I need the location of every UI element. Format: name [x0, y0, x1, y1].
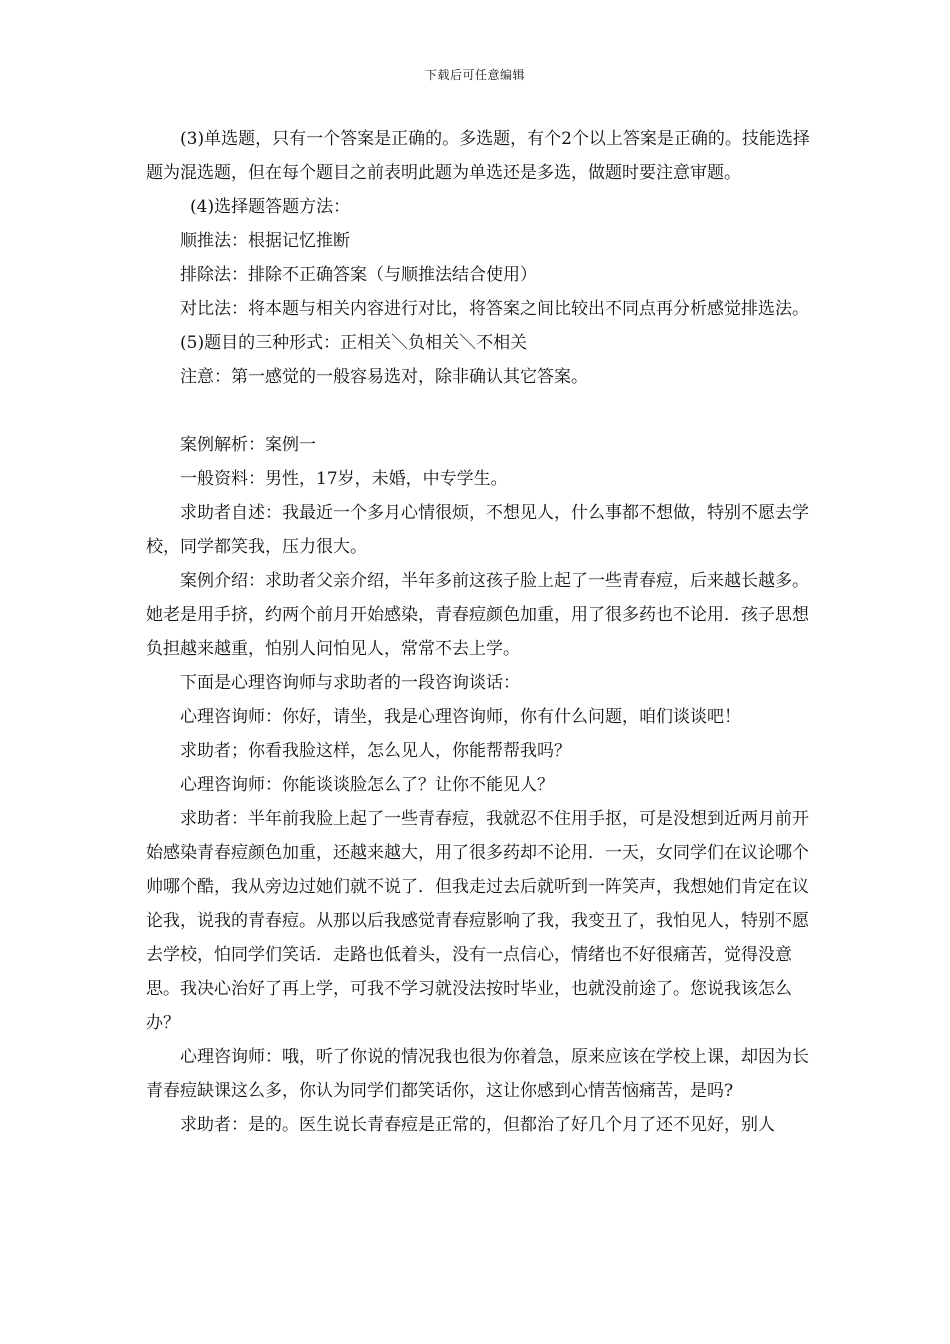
- paragraph-general-info: 一般资料：男性，17岁，未婚，中专学生。: [180, 469, 508, 489]
- paragraph-elimination-method: 排除法：排除不正确答案（与顺推法结合使用）: [180, 265, 537, 285]
- paragraph-dialogue-intro: 下面是心理咨询师与求助者的一段咨询谈话：: [180, 673, 520, 693]
- paragraph-question-forms: (5)题目的三种形式：正相关＼负相关＼不相关: [180, 333, 528, 353]
- dialogue-line: 心理咨询师：哦，听了你说的情况我也很为你着急，原来应该在学校上课，却因为长青春痘缺课这么多，你认为同学们都笑话你，这让你感到心情苦恼痛苦，是吗?: [146, 1047, 809, 1101]
- paragraph-case-intro: 案例介绍：求助者父亲介绍，半年多前这孩子脸上起了一些青春痘，后来越长越多。她老是用手挤，约两个前月开始感染，青春痘颜色加重，用了很多药也不论用．孩子思想负担越来越重，怕别人问怕见人，常常不去上学。: [146, 571, 809, 659]
- paragraph-comparison-method: 对比法：将本题与相关内容进行对比，将答案之间比较出不同点再分析感觉排选法。: [180, 299, 809, 319]
- paragraph-case-title: 案例解析：案例一: [180, 435, 316, 455]
- paragraph-single-multi-choice: (3)单选题，只有一个答案是正确的。多选题，有个2个以上答案是正确的。技能选择题为混选题，但在每个题目之前表明此题为单选还是多选，做题时要注意审题。: [146, 129, 810, 183]
- paragraph-answer-methods-heading: (4)选择题答题方法：: [190, 197, 351, 217]
- paragraph-forward-method: 顺推法：根据记忆推断: [180, 231, 350, 251]
- dialogue-line: 求助者；你看我脸这样，怎么见人，你能帮帮我吗？: [180, 741, 571, 761]
- dialogue-line: 求助者：是的。医生说长青春痘是正常的，但都治了好几个月了还不见好，别人: [180, 1115, 775, 1135]
- blank-line: [146, 394, 810, 428]
- dialogue-line: 心理咨询师：你能谈谈脸怎么了？让你不能见人？: [180, 775, 554, 795]
- paragraph-note: 注意：第一感觉的一般容易选对，除非确认其它答案。: [180, 367, 588, 387]
- paragraph-self-statement: 求助者自述：我最近一个多月心情很烦，不想见人，什么事都不想做，特别不愿去学校，同学都笑我，压力很大。: [146, 503, 809, 557]
- dialogue-line: 心理咨询师：你好，请坐，我是心理咨询师，你有什么问题，咱们谈谈吧！: [180, 707, 741, 727]
- document-body: [146, 122, 810, 1142]
- page-header: 下载后可任意编辑: [424, 68, 525, 82]
- dialogue-line: 求助者：半年前我脸上起了一些青春痘，我就忍不住用手抠，可是没想到近两月前开始感染青春痘颜色加重，还越来越大，用了很多药却不论用．一天，女同学们在议论哪个帅哪个酷，我从旁边过她们就不说了．但我走过去后就听到一阵笑声，我想她们肯定在议论我，说我的青春痘。从那以后我感觉青春痘影响了我，我变丑了，我怕见人，特别不愿去学校，怕同学们笑话．走路也低着头，没有一点信心，情绪也不好很痛苦，觉得没意思。我决心治好了再上学，可我不学习就没法按时毕业，也就没前途了。您说我该怎么办？: [146, 809, 809, 1033]
